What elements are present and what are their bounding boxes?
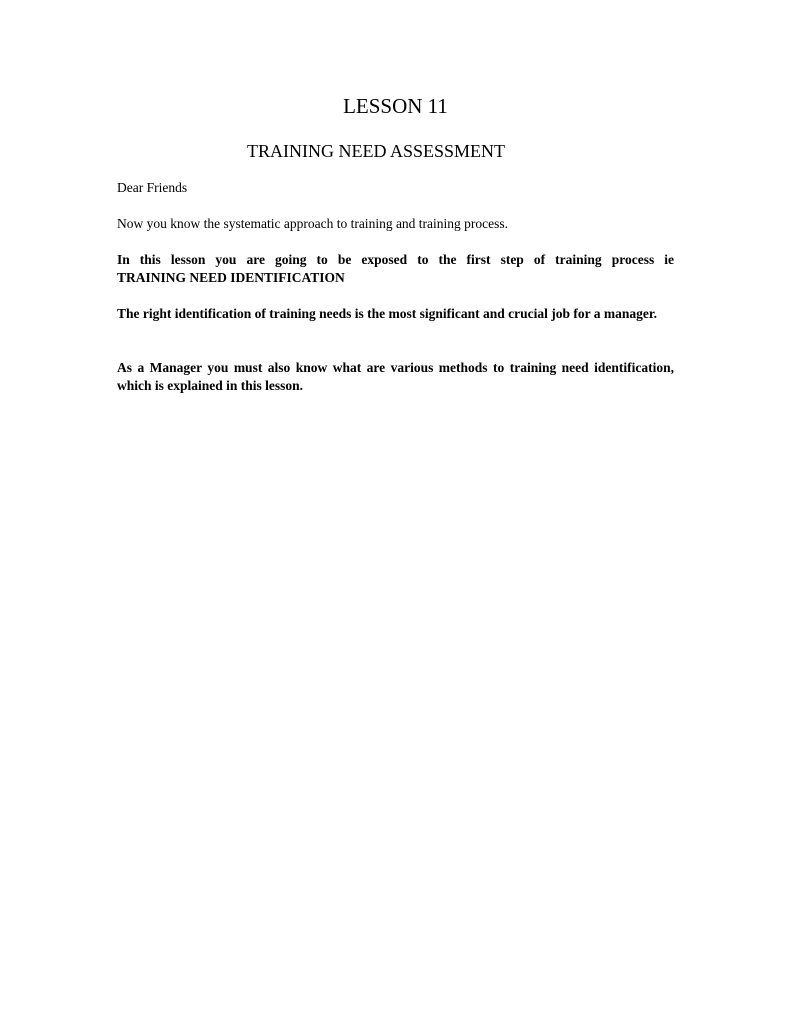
lesson-number-heading: LESSON 11 [343,94,448,118]
methods-paragraph: As a Manager you must also know what are various methods to training need identification, which is explained in this lesson. [117,360,674,393]
intro-paragraph: Now you know the systematic approach to training and training process. [117,216,509,231]
lesson-title-heading: TRAINING NEED ASSESSMENT [247,141,506,161]
greeting-paragraph: Dear Friends [117,180,188,195]
exposed-caps-text: TRAINING NEED IDENTIFICATION [117,270,345,285]
exposed-text: In this lesson you are going to be exposed to the first step of training process ie [117,252,674,267]
identification-paragraph: The right identification of training needs is the most significant and crucial job for a manager. [117,306,657,321]
exposed-paragraph [117,251,674,287]
